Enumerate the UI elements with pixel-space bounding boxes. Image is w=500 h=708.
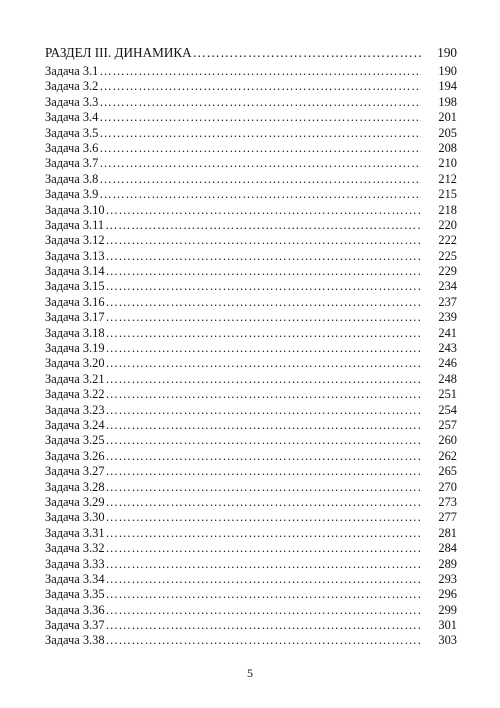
toc-entry-label: Задача 3.26: [45, 448, 105, 463]
toc-entry-label: Задача 3.4: [45, 110, 99, 125]
dot-leader: [105, 372, 421, 387]
toc-entry-page: 299: [438, 602, 457, 617]
toc-entry-label: Задача 3.1: [45, 64, 99, 78]
toc-entry: [45, 156, 457, 171]
dot-leader: [105, 356, 421, 371]
toc-entry: [45, 295, 457, 310]
toc-entry-page: 248: [438, 371, 457, 386]
toc-entry: [45, 172, 457, 187]
toc-entry: [45, 480, 457, 495]
toc-entry-page: 289: [438, 556, 457, 571]
toc-entry-page: 237: [438, 294, 457, 309]
toc-entry: [45, 141, 457, 156]
toc-entry: [45, 95, 457, 110]
dot-leader: [98, 64, 421, 79]
dot-leader: [105, 310, 421, 325]
dot-leader: [98, 172, 421, 187]
toc-entry-page: 194: [438, 79, 457, 94]
toc-entry: [45, 187, 457, 202]
toc-entry-label: Задача 3.2: [45, 79, 99, 94]
toc-entry-page: 222: [438, 233, 457, 248]
dot-leader: [105, 418, 421, 433]
dot-leader: [98, 141, 421, 156]
toc-entry-label: Задача 3.20: [45, 356, 105, 371]
dot-leader: [105, 510, 421, 525]
toc-entry-page: 251: [438, 387, 457, 402]
toc-entry-page: 234: [438, 279, 457, 294]
toc-entry-label: Задача 3.10: [45, 202, 105, 217]
toc-entry-page: 225: [438, 248, 457, 263]
toc-entry-page: 218: [438, 202, 457, 217]
dot-leader: [105, 572, 421, 587]
toc-entry-page: 273: [438, 494, 457, 509]
toc-entry-page: 220: [438, 217, 457, 232]
toc-entry-label: Задача 3.37: [45, 618, 105, 633]
toc-entry: [45, 387, 457, 402]
dot-leader: [98, 187, 421, 202]
toc-entry: [45, 403, 457, 418]
toc-entry-label: Задача 3.21: [45, 371, 105, 386]
toc-entry-label: Задача 3.22: [45, 387, 105, 402]
toc-entry-label: Задача 3.38: [45, 633, 105, 648]
toc-entry-label: Задача 3.28: [45, 479, 105, 494]
dot-leader: [105, 433, 421, 448]
toc-entry-label: Задача 3.36: [45, 602, 105, 617]
toc-entry-label: Задача 3.13: [45, 248, 105, 263]
toc-entry-label: Задача 3.27: [45, 464, 105, 479]
toc-entry: [45, 495, 457, 510]
toc-entry-label: Задача 3.16: [45, 294, 105, 309]
dot-leader: [105, 387, 421, 402]
toc-entry-label: Задача 3.31: [45, 525, 105, 540]
dot-leader: [98, 156, 421, 171]
toc-entry-page: 303: [438, 633, 457, 648]
toc-entry-label: Задача 3.34: [45, 571, 105, 586]
toc-entry: [45, 541, 457, 556]
toc-entry: [45, 618, 457, 633]
toc-entry-label: Задача 3.14: [45, 264, 105, 279]
toc-entry-page: 265: [438, 464, 457, 479]
toc-entry: [45, 126, 457, 141]
toc-entry-label: Задача 3.17: [45, 310, 105, 325]
toc-entry-page: 241: [438, 325, 457, 340]
dot-leader: [105, 233, 421, 248]
toc-entry: [45, 372, 457, 387]
toc-entry: [45, 249, 457, 264]
toc-entry-label: Задача 3.12: [45, 233, 105, 248]
toc-entry-label: Задача 3.7: [45, 156, 99, 171]
toc-entry: [45, 464, 457, 479]
toc-entry-label: Задача 3.8: [45, 171, 99, 186]
toc-entry-page: 201: [438, 110, 457, 125]
dot-leader: [192, 44, 421, 62]
table-of-contents: [45, 44, 457, 649]
toc-entry-page: 190: [438, 64, 457, 78]
toc-entry-page: 212: [438, 171, 457, 186]
dot-leader: [105, 341, 421, 356]
toc-entry: [45, 341, 457, 356]
toc-entry: [45, 633, 457, 648]
toc-entry: [45, 449, 457, 464]
toc-entry: [45, 572, 457, 587]
dot-leader: [105, 495, 421, 510]
dot-leader: [105, 541, 421, 556]
toc-entry: [45, 356, 457, 371]
toc-entry: [45, 418, 457, 433]
toc-entry-page: 246: [438, 356, 457, 371]
toc-entry: [45, 79, 457, 94]
toc-entry: [45, 279, 457, 294]
toc-entry-label: Задача 3.5: [45, 125, 99, 140]
dot-leader: [105, 587, 421, 602]
toc-entry: [45, 326, 457, 341]
toc-entry: [45, 264, 457, 279]
toc-entry-page: 239: [438, 310, 457, 325]
toc-entry-label: Задача 3.3: [45, 94, 99, 109]
dot-leader: [98, 126, 421, 141]
toc-entry: [45, 526, 457, 541]
dot-leader: [105, 557, 421, 572]
toc-entry-label: Задача 3.23: [45, 402, 105, 417]
dot-leader: [105, 295, 421, 310]
dot-leader: [105, 618, 421, 633]
dot-leader: [98, 95, 421, 110]
toc-entry-label: Задача 3.30: [45, 510, 105, 525]
toc-entry-page: 243: [438, 341, 457, 356]
toc-entry: [45, 603, 457, 618]
page-number: 5: [247, 666, 253, 680]
dot-leader: [105, 264, 421, 279]
toc-entry: [45, 110, 457, 125]
toc-entry-page: 281: [438, 525, 457, 540]
toc-entry-label: Задача 3.24: [45, 417, 105, 432]
toc-entry: [45, 64, 457, 79]
toc-entry-label: Задача 3.25: [45, 433, 105, 448]
dot-leader: [105, 603, 421, 618]
dot-leader: [105, 249, 421, 264]
toc-entry-page: 215: [438, 187, 457, 202]
toc-entry-label: Задача 3.32: [45, 541, 105, 556]
toc-entry-label: Задача 3.33: [45, 556, 105, 571]
dot-leader: [105, 449, 421, 464]
dot-leader: [104, 218, 421, 233]
dot-leader: [98, 110, 421, 125]
toc-entry-label: Задача 3.15: [45, 279, 105, 294]
toc-entry-page: 260: [438, 433, 457, 448]
toc-entry: [45, 310, 457, 325]
toc-entry-label: Задача 3.9: [45, 187, 99, 202]
toc-entry-page: 293: [438, 571, 457, 586]
toc-entry: [45, 510, 457, 525]
toc-entry-label: Задача 3.29: [45, 494, 105, 509]
dot-leader: [105, 464, 421, 479]
toc-entry: [45, 218, 457, 233]
toc-entry-page: 229: [438, 264, 457, 279]
toc-entry-page: 208: [438, 140, 457, 155]
toc-entry-page: 210: [438, 156, 457, 171]
toc-entry: [45, 233, 457, 248]
toc-section-row: [45, 44, 457, 64]
toc-entry-label: Задача 3.19: [45, 341, 105, 356]
toc-entry: [45, 587, 457, 602]
dot-leader: [105, 526, 421, 541]
dot-leader: [105, 480, 421, 495]
toc-entry-page: 257: [438, 417, 457, 432]
dot-leader: [105, 279, 421, 294]
toc-entry: [45, 433, 457, 448]
toc-entry-label: Задача 3.18: [45, 325, 105, 340]
toc-entry-page: 205: [438, 125, 457, 140]
toc-entry-page: 198: [438, 94, 457, 109]
toc-entry-page: 277: [438, 510, 457, 525]
dot-leader: [105, 203, 421, 218]
toc-entry-page: 262: [438, 448, 457, 463]
toc-section-page: 190: [437, 45, 457, 60]
toc-entry-page: 284: [438, 541, 457, 556]
dot-leader: [105, 633, 421, 648]
toc-section-title: РАЗДЕЛ III. ДИНАМИКА: [45, 45, 192, 60]
toc-entry-label: Задача 3.6: [45, 140, 99, 155]
toc-entry: [45, 557, 457, 572]
toc-entry-label: Задача 3.35: [45, 587, 105, 602]
toc-entry-page: 296: [438, 587, 457, 602]
toc-entry-page: 270: [438, 479, 457, 494]
dot-leader: [105, 403, 421, 418]
dot-leader: [105, 326, 421, 341]
toc-entry-page: 301: [438, 618, 457, 633]
toc-entry-page: 254: [438, 402, 457, 417]
toc-entry-label: Задача 3.11: [45, 217, 105, 232]
dot-leader: [98, 79, 421, 94]
toc-entry: [45, 203, 457, 218]
